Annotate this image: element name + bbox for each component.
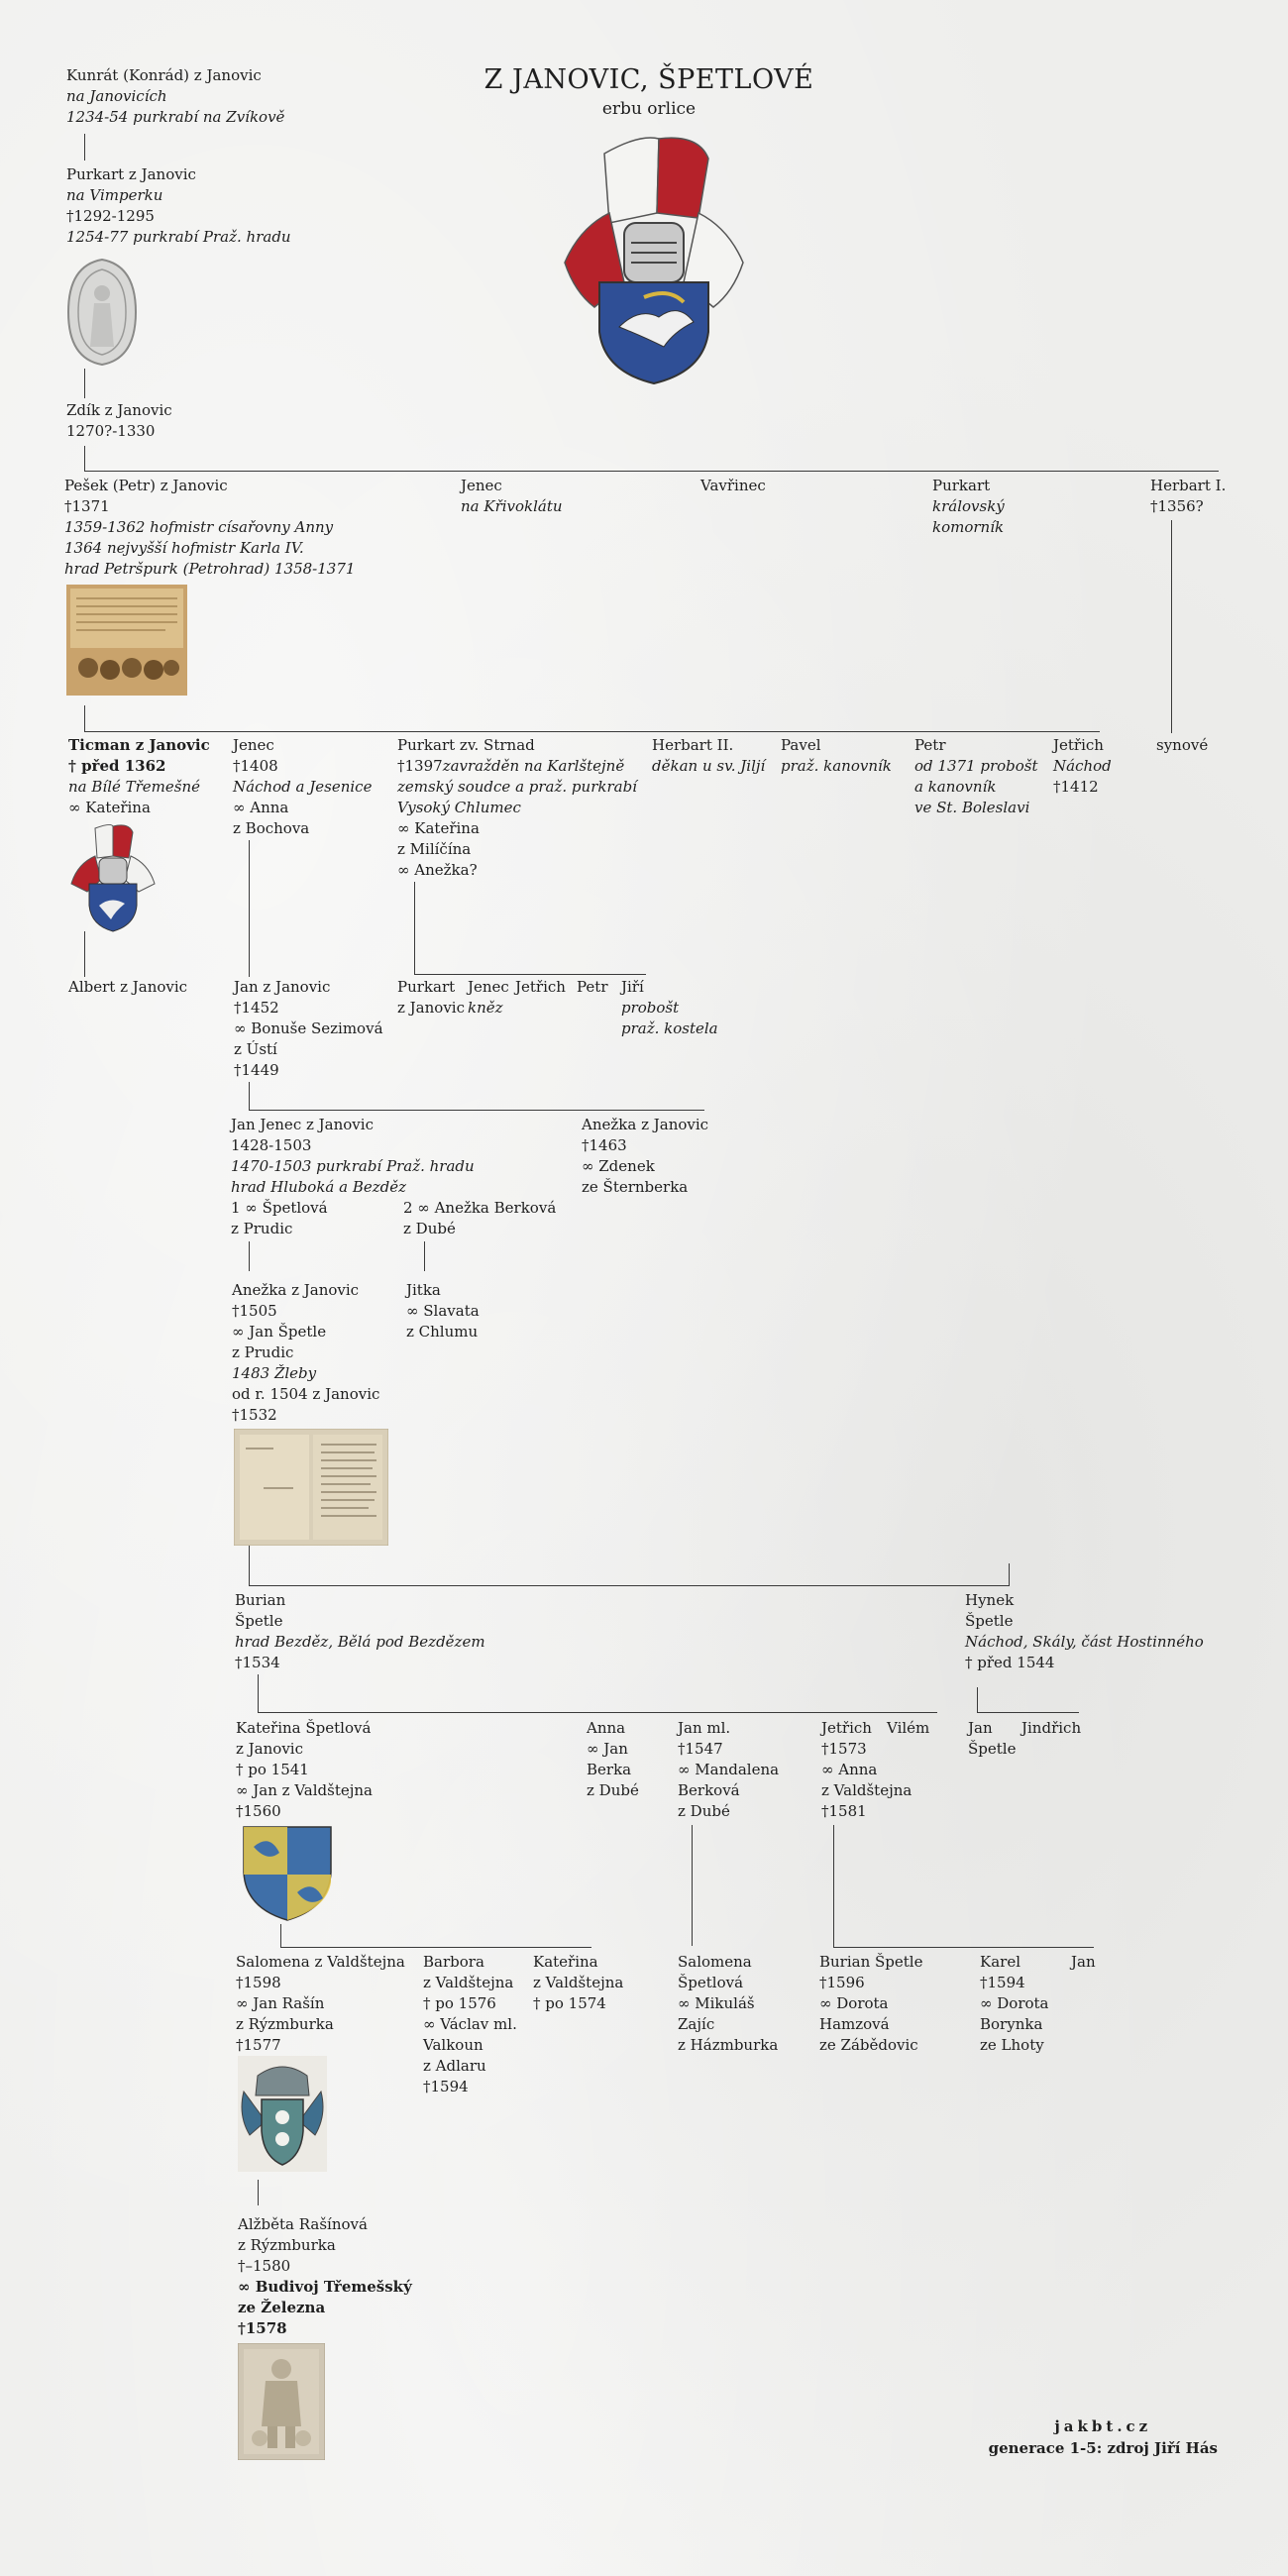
detail-line: zavražděn na Karlštejně	[442, 757, 625, 775]
detail-line: ze Železna	[238, 2299, 326, 2316]
person-barbora	[423, 1952, 517, 2097]
page-subtitle: erbu orlice	[601, 99, 697, 119]
title-block	[466, 63, 832, 121]
person-purkart-3	[397, 977, 465, 1019]
detail-line: †1598	[236, 1974, 281, 1991]
person-purkart-1	[66, 164, 291, 248]
detail-line: †1547	[678, 1740, 723, 1758]
detail-line: z Rýzmburka	[236, 2015, 334, 2033]
connector-line	[249, 1241, 250, 1271]
name-line: Anna	[587, 1719, 626, 1737]
detail-line: z Prudic	[231, 1220, 293, 1237]
detail-line: ∞ Kateřina	[397, 819, 480, 837]
connector-line	[977, 1712, 1079, 1713]
detail-line: †1449	[234, 1061, 279, 1079]
detail-line: ∞ Jan Rašín	[236, 1994, 325, 2012]
detail-line: probošt	[621, 999, 680, 1017]
name-line: Burian	[235, 1591, 286, 1609]
name-line: Burian Špetle	[819, 1953, 923, 1971]
charter-image	[66, 585, 187, 696]
connector-line	[84, 931, 85, 977]
detail-line: zemský soudce a praž. purkrabí	[397, 778, 637, 796]
detail-line: ∞ Bonuše Sezimová	[234, 1020, 383, 1037]
detail-line: ∞ Kateřina	[68, 799, 151, 816]
name-line: Jindřich	[1021, 1719, 1082, 1737]
name-line: Jetřich	[1053, 736, 1104, 754]
detail-line: na Vimperku	[66, 186, 163, 204]
credits	[989, 2415, 1218, 2459]
person-katerina-2	[533, 1952, 623, 2014]
person-pesek	[64, 476, 355, 580]
detail-line: hrad Bezděz, Bělá pod Bezdězem	[235, 1633, 485, 1651]
person-jitka	[406, 1280, 480, 1342]
person-alzbeta	[238, 2214, 412, 2339]
name-line: Salomena	[678, 1953, 752, 1971]
connector-line	[977, 1687, 978, 1713]
detail-line: ∞ Anna	[233, 799, 289, 816]
detail-line: ∞ Anežka?	[397, 861, 478, 879]
detail-line: ∞ Anna	[821, 1761, 878, 1778]
detail-line: 1270?-1330	[66, 422, 156, 440]
detail-line: †1371	[64, 497, 110, 515]
detail-line: ve St. Boleslavi	[914, 799, 1030, 816]
person-jenec-2	[233, 735, 372, 839]
person-salomena-1	[236, 1952, 405, 2056]
salomena-coat-of-arms-image	[238, 2056, 327, 2172]
detail-line: †1573	[821, 1740, 867, 1758]
person-jenec-3	[468, 977, 509, 1019]
name-line: Herbart II.	[652, 736, 734, 754]
name-line: Jan Jenec z Janovic	[231, 1116, 374, 1133]
name-line: Purkart z Janovic	[66, 165, 196, 183]
detail-line: Náchod a Jesenice	[233, 778, 373, 796]
person-kunrat	[66, 65, 284, 128]
person-jiri	[621, 977, 718, 1039]
detail-line: z Ústí	[234, 1040, 277, 1058]
name-line: Barbora	[423, 1953, 484, 1971]
detail-line: ∞ Jan Špetle	[232, 1323, 327, 1341]
detail-line: 1428-1503	[231, 1136, 312, 1154]
person-jenec-1	[461, 476, 563, 517]
detail-line: Náchod, Skály, část Hostinného	[965, 1633, 1204, 1651]
detail-line: †1412	[1053, 778, 1099, 796]
detail-line: kněz	[468, 999, 503, 1017]
connector-line	[84, 369, 85, 398]
name-line: Petr	[914, 736, 946, 754]
document-image	[234, 1429, 388, 1546]
name-line: Salomena z Valdštejna	[236, 1953, 405, 1971]
name-line: Pešek (Petr) z Janovic	[64, 477, 228, 494]
name-line: Jenec	[233, 736, 274, 754]
detail-line: 2 ∞ Anežka Berková	[403, 1199, 557, 1217]
detail-line: †1578	[238, 2319, 287, 2337]
detail-line: 1 ∞ Špetlová	[231, 1199, 328, 1217]
person-burian-2	[819, 1952, 922, 2056]
tombstone-image	[238, 2343, 325, 2460]
detail-line: †1452	[234, 999, 279, 1017]
name-line: Alžběta Rašínová	[238, 2215, 368, 2233]
connector-line	[280, 1924, 281, 1947]
detail-line: Berková	[678, 1781, 740, 1799]
person-vilem	[887, 1718, 929, 1739]
name-line: Jiří	[621, 978, 644, 996]
detail-line: a kanovník	[914, 778, 997, 796]
detail-line: ∞ Jan	[587, 1740, 628, 1758]
detail-line: ∞ Slavata	[406, 1302, 480, 1320]
person-jan-1	[234, 977, 383, 1081]
name-line: Anežka z Janovic	[232, 1281, 360, 1299]
connector-line	[249, 1082, 250, 1110]
detail-line: †1408	[233, 757, 278, 775]
connector-line	[84, 731, 1100, 732]
detail-line: z Chlumu	[406, 1323, 479, 1341]
detail-line: ze Lhoty	[980, 2036, 1044, 2054]
name-line: Pavel	[781, 736, 821, 754]
connector-line	[414, 882, 415, 974]
detail-line: †1292-1295	[66, 207, 155, 225]
connector-line	[833, 1947, 1094, 1948]
detail-line: komorník	[932, 518, 1005, 536]
detail-line: ∞ Jan z Valdštejna	[236, 1781, 373, 1799]
connector-line	[692, 1825, 693, 1946]
detail-line: † po 1576	[423, 1994, 496, 2012]
detail-line: †1594	[423, 2078, 469, 2095]
name-line: Kateřina Špetlová	[236, 1719, 372, 1737]
name-line: synové	[1156, 736, 1209, 754]
detail-line: z Bochova	[233, 819, 310, 837]
detail-line: ∞ Dorota	[980, 1994, 1049, 2012]
detail-line: ∞ Mikuláš	[678, 1994, 755, 2012]
detail-line: od r. 1504 z Janovic	[232, 1385, 380, 1403]
detail-line: z Rýzmburka	[238, 2236, 336, 2254]
detail-line: královský	[932, 497, 1005, 515]
detail-line: Berka	[587, 1761, 632, 1778]
connector-line	[258, 1674, 259, 1712]
detail-line: Hamzová	[819, 2015, 890, 2033]
name-line: Jan ml.	[678, 1719, 731, 1737]
detail-line: z Dubé	[403, 1220, 456, 1237]
person-anezka-2	[232, 1280, 379, 1426]
connector-line	[84, 471, 1219, 472]
detail-line: z Janovic	[397, 999, 465, 1017]
detail-line: †1581	[821, 1802, 867, 1820]
detail-line: †1560	[236, 1802, 281, 1820]
person-burian-1	[235, 1590, 485, 1673]
detail-line: ∞ Budivoj Třemešský	[238, 2278, 412, 2296]
person-hynek	[965, 1590, 1204, 1673]
name-line: Purkart	[932, 477, 991, 494]
detail-line: na Bílé Třemešné	[68, 778, 201, 796]
detail-line: 1364 nejvyšší hofmistr Karla IV.	[64, 539, 304, 557]
person-albert	[68, 977, 187, 998]
name-line: Herbart I.	[1150, 477, 1227, 494]
person-jetrich-2	[515, 977, 566, 998]
page-title: Z JANOVIC, ŠPETLOVÉ	[483, 64, 814, 95]
name-line: Anežka z Janovic	[582, 1116, 709, 1133]
connector-line	[280, 1947, 591, 1948]
detail-line: Zajíc	[678, 2015, 715, 2033]
detail-line: †1356?	[1150, 497, 1204, 515]
name-line: Kateřina	[533, 1953, 598, 1971]
detail-line: z Adlaru	[423, 2057, 486, 2075]
name-line: Kunrát (Konrád) z Janovic	[66, 66, 262, 84]
detail-line: od 1371 probošt	[914, 757, 1038, 775]
person-anezka-1	[582, 1115, 708, 1198]
person-vavrinec	[700, 476, 766, 496]
name-line: Vavřinec	[700, 477, 766, 494]
name-line: Špetle	[235, 1612, 283, 1630]
name-line: Jetřich	[821, 1719, 872, 1737]
person-katerina-1	[236, 1718, 373, 1822]
name-line: Špetle	[965, 1612, 1014, 1630]
person-jindrich	[1021, 1718, 1081, 1739]
name-line: Špetle	[968, 1740, 1017, 1758]
detail-line: 1359-1362 hofmistr císařovny Anny	[64, 518, 334, 536]
detail-line: z Janovic	[236, 1740, 303, 1758]
detail-line: †1594	[980, 1974, 1025, 1991]
name-line: Vilém	[887, 1719, 930, 1737]
detail-line: Náchod	[1053, 757, 1112, 775]
source-note: generace 1-5: zdroj Jiří Hás	[988, 2439, 1218, 2457]
connector-line	[84, 705, 85, 731]
seal-image	[64, 256, 140, 369]
detail-line: †1534	[235, 1654, 280, 1671]
ticman-coat-of-arms-image	[67, 822, 159, 933]
detail-line: ∞ Václav ml.	[423, 2015, 517, 2033]
detail-line: děkan u sv. Jiljí	[652, 757, 766, 775]
detail-line: Špetlová	[678, 1974, 744, 1991]
detail-line: ∞ Dorota	[819, 1994, 889, 2012]
connector-line	[249, 1546, 250, 1585]
connector-line	[414, 974, 646, 975]
detail-line: 1470-1503 purkrabí Praž. hradu	[231, 1157, 475, 1175]
detail-line: 1234-54 purkrabí na Zvíkově	[66, 108, 285, 126]
detail-line: z Dubé	[678, 1802, 730, 1820]
detail-line: praž. kanovník	[781, 757, 892, 775]
person-jetrich-1	[1053, 735, 1112, 798]
connector-line	[249, 1585, 1010, 1586]
person-anna	[587, 1718, 639, 1801]
person-jan-ml	[678, 1718, 779, 1822]
person-herbart-2	[652, 735, 765, 777]
detail-line: †1505	[232, 1302, 277, 1320]
connector-line	[258, 1712, 937, 1713]
detail-line: † po 1541	[236, 1761, 309, 1778]
detail-line: †–1580	[238, 2257, 291, 2275]
detail-line: na Janovicích	[66, 87, 167, 105]
detail-line: Borynka	[980, 2015, 1043, 2033]
person-synove	[1156, 735, 1208, 756]
site-name: jakbt.cz	[1054, 2417, 1152, 2435]
connector-line	[1009, 1563, 1010, 1585]
person-jan-jenec-marriage-2	[403, 1198, 556, 1239]
detail-line: 1254-77 purkrabí Praž. hradu	[66, 228, 291, 246]
detail-line: ze Zábědovic	[819, 2036, 918, 2054]
connector-line	[84, 134, 85, 161]
detail-line: † po 1574	[533, 1994, 606, 2012]
detail-line: hrad Petršpurk (Petrohrad) 1358-1371	[64, 560, 356, 578]
detail-line: ∞ Mandalena	[678, 1761, 780, 1778]
detail-line: †1532	[232, 1406, 277, 1424]
connector-line	[258, 2180, 259, 2205]
person-purkart-strnad	[397, 735, 637, 881]
detail-line: praž. kostela	[621, 1020, 718, 1037]
detail-line: hrad Hluboká a Bezděz	[231, 1178, 407, 1196]
connector-line	[833, 1825, 834, 1947]
detail-line: na Křivoklátu	[461, 497, 563, 515]
name-line: Ticman z Janovic	[68, 736, 210, 754]
name-line: Jetřich	[515, 978, 566, 996]
name-line: Jitka	[406, 1281, 441, 1299]
detail-line: † před 1544	[965, 1654, 1055, 1671]
person-petr-2	[577, 977, 608, 998]
name-line: Albert z Janovic	[68, 978, 188, 996]
detail-line: z Dubé	[587, 1781, 639, 1799]
connector-line	[1171, 520, 1172, 733]
detail-line: z Valdštejna	[423, 1974, 514, 1991]
name-line: Purkart zv. Strnad	[397, 736, 535, 754]
name-line: Hynek	[965, 1591, 1015, 1609]
name-line: Purkart	[397, 978, 456, 996]
detail-line: z Házmburka	[678, 2036, 779, 2054]
name-line: Jan	[968, 1719, 993, 1737]
detail-line: Valkoun	[423, 2036, 483, 2054]
detail-line: z Valdštejna	[533, 1974, 624, 1991]
detail-line: †1596	[819, 1974, 865, 1991]
name-line: Petr	[577, 978, 608, 996]
detail-line: z Prudic	[232, 1343, 294, 1361]
connector-line	[249, 840, 250, 977]
detail-line: †1463	[582, 1136, 627, 1154]
name-line: Jenec	[461, 477, 502, 494]
person-zdik	[66, 400, 172, 442]
person-jan-last	[1071, 1952, 1096, 1973]
name-line: Jenec	[468, 978, 509, 996]
detail-line: †1397	[397, 757, 443, 775]
detail-line: z Milíčína	[397, 840, 472, 858]
connector-line	[249, 1110, 704, 1111]
detail-line: ∞ Zdenek	[582, 1157, 655, 1175]
person-pavel	[781, 735, 892, 777]
detail-line: ze Šternberka	[582, 1178, 689, 1196]
person-ticman	[68, 735, 210, 818]
detail-line: †1577	[236, 2036, 281, 2054]
name-line: Zdík z Janovic	[66, 401, 172, 419]
main-coat-of-arms-image	[550, 134, 758, 386]
person-herbart-1	[1150, 476, 1226, 517]
name-line: Jan z Janovic	[234, 978, 331, 996]
person-salomena-2	[678, 1952, 778, 2056]
katerina-coat-of-arms-image	[240, 1823, 335, 1922]
detail-line: † před 1362	[68, 757, 166, 775]
person-petr	[914, 735, 1038, 818]
person-purkart-2	[932, 476, 1005, 538]
detail-line: 1483 Žleby	[232, 1364, 317, 1382]
detail-line: Vysoký Chlumec	[397, 799, 521, 816]
name-line: Jan	[1071, 1953, 1096, 1971]
connector-line	[424, 1241, 425, 1271]
detail-line: z Valdštejna	[821, 1781, 912, 1799]
person-jan-spetle	[968, 1718, 1016, 1760]
person-karel	[980, 1952, 1049, 2056]
name-line: Karel	[980, 1953, 1020, 1971]
connector-line	[84, 446, 85, 471]
